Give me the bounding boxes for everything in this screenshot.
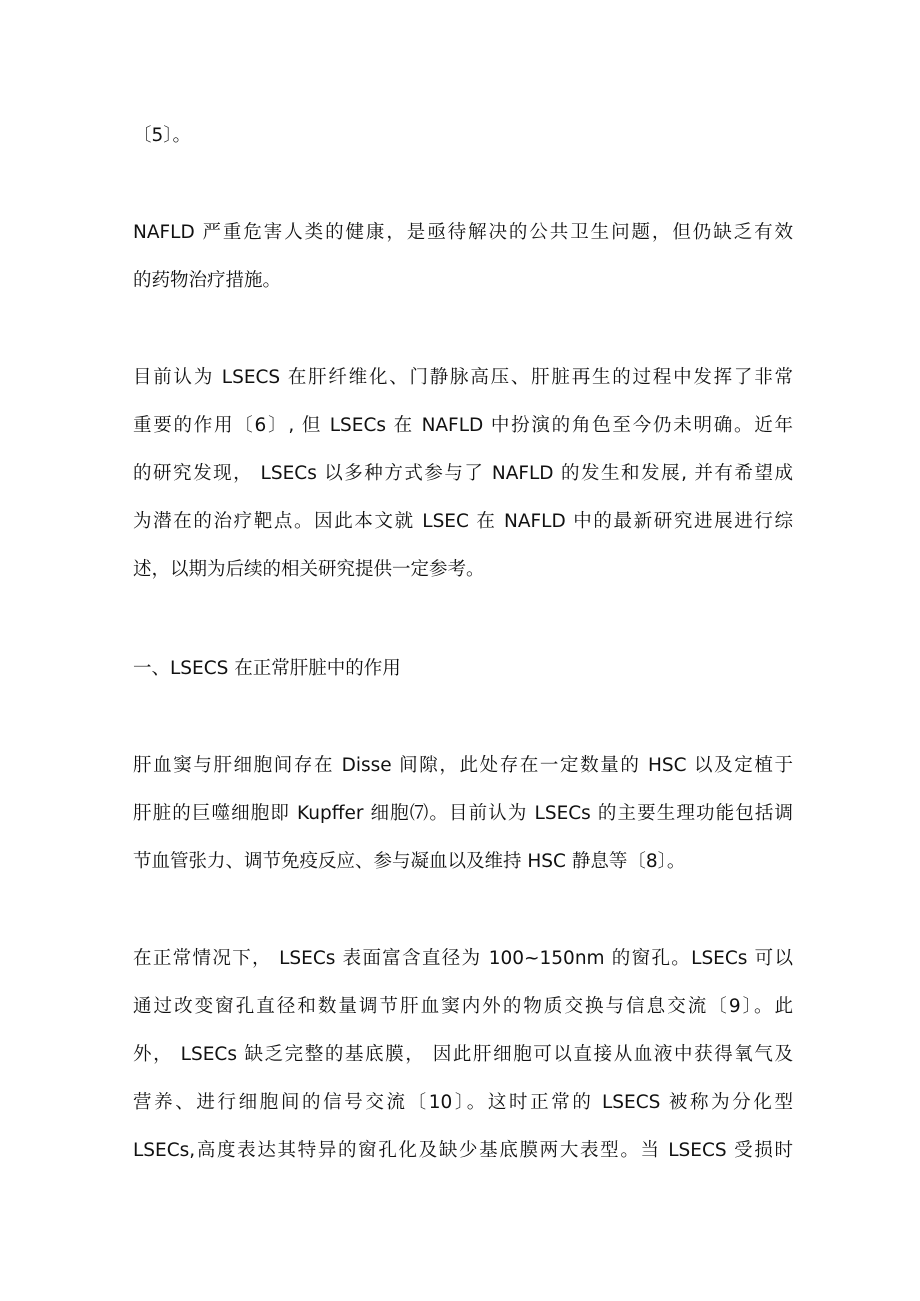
text-line-ref-5: 〔5〕。: [133, 125, 192, 146]
text-line: 重要的作用〔6〕, 但 LSECs 在 NAFLD 中扮演的角色至今仍未明确。近年: [133, 415, 793, 436]
text-line: 目前认为 LSECS 在肝纤维化、门静脉高压、肝脏再生的过程中发挥了非常: [133, 367, 793, 388]
text-line: 肝脏的巨噬细胞即 Kupffer 细胞⑺。目前认为 LSECs 的主要生理功能包括调: [133, 803, 793, 824]
text-line: 在正常情况下， LSECs 表面富含直径为 100~150nm 的窗孔。LSECs 可以: [133, 948, 793, 969]
text-line: NAFLD 严重危害人类的健康，是亟待解决的公共卫生问题，但仍缺乏有效: [133, 222, 793, 243]
text-line: 的药物治疗措施。: [133, 270, 282, 291]
text-line: 的研究发现， LSECs 以多种方式参与了 NAFLD 的发生和发展, 并有希望成: [133, 463, 793, 484]
text-line: 营养、进行细胞间的信号交流〔10〕。这时正常的 LSECS 被称为分化型: [133, 1092, 793, 1113]
text-line: 通过改变窗孔直径和数量调节肝血窦内外的物质交换与信息交流〔9〕。此: [133, 996, 793, 1017]
text-line: LSECs,高度表达其特异的窗孔化及缺少基底膜两大表型。当 LSECS 受损时: [133, 1140, 793, 1161]
section-heading: 一、LSECS 在正常肝脏中的作用: [133, 658, 401, 679]
text-line: 肝血窦与肝细胞间存在 Disse 间隙，此处存在一定数量的 HSC 以及定植于: [133, 755, 793, 776]
text-line: 外， LSECs 缺乏完整的基底膜， 因此肝细胞可以直接从血液中获得氧气及: [133, 1044, 793, 1065]
text-line: 述，以期为后续的相关研究提供一定参考。: [133, 559, 485, 580]
text-line: 为潜在的治疗靶点。因此本文就 LSEC 在 NAFLD 中的最新研究进展进行综: [133, 511, 793, 532]
text-line: 节血管张力、调节免疫反应、参与凝血以及维持 HSC 静息等〔8〕。: [133, 851, 686, 872]
